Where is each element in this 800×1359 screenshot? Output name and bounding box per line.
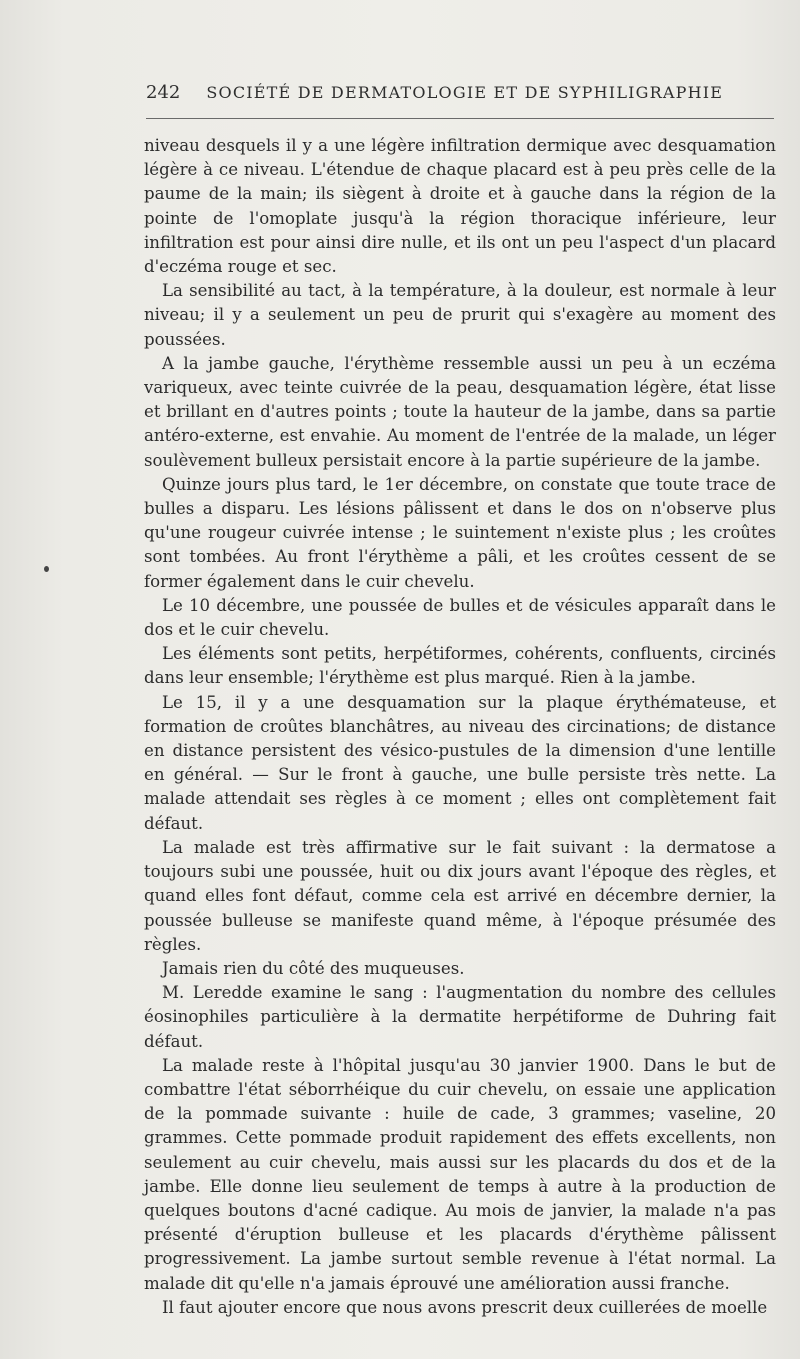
paragraph-5: Le 10 décembre, une poussée de bulles et de vésicules apparaît dans le dos et le cuir chevelu. [144,595,776,640]
page-number: 242 [146,82,181,103]
paragraph-2: La sensibilité au tact, à la température, à la douleur, est normale à leur niveau; il y a seulement un peu de prurit qui s'exagère au moment des poussées. [144,281,776,349]
paragraph-3: A la jambe gauche, l'érythème ressemble aussi un peu à un eczéma variqueux, avec teinte cuivrée de la peau, desquamation légère, état lisse et brillant en d'autres points ; toute la hauteur de la jambe, dans sa partie antéro-externe, est envahie. Au moment de l'entrée de la malade, un léger soulèvement bulleux persistait encore à la partie supérieure de la jambe. [144,353,776,470]
paragraph-9: Jamais rien du côté des muqueuses. [162,958,465,978]
paragraph-1: niveau desquels il y a une légère infiltration dermique avec desquamation légère à ce niveau. L'étendue de chaque placard est à peu près celle de la paume de la main; ils siègent à droite et à gauche dans la région de la pointe de l'omoplate jusqu'à la région thoracique inférieure, leur infiltration est pour ainsi dire nulle, et ils ont un peu l'aspect d'un placard d'eczéma rouge et sec. [144,136,776,277]
margin-mark [44,566,49,572]
running-header [146,82,766,103]
body-text [144,134,776,1320]
paragraph-4: Quinze jours plus tard, le 1er décembre, on constate que toute trace de bulles a disparu. Les lésions pâlissent et dans le dos on n'observe plus qu'une rougeur cuivrée intense ; le suintement n'existe plus ; les croûtes sont tombées. Au front l'érythème a pâli, et les croûtes cessent de se former également dans le cuir chevelu. [144,474,776,591]
paragraph-11: La malade reste à l'hôpital jusqu'au 30 janvier 1900. Dans le but de combattre l'état séborrhéique du cuir chevelu, on essaie une application de la pommade suivante : huile de cade, 3 grammes; vaseline, 20 grammes. Cette pommade produit rapidement des effets excellents, non seulement au cuir chevelu, mais aussi sur les placards du dos et de la jambe. Elle donne lieu seulement de temps à autre à la production de quelques boutons d'acné cadique. Au mois de janvier, la malade n'a pas présenté d'éruption bulleuse et les placards d'érythème pâlissent progressivement. La jambe surtout semble revenue à l'état normal. La malade dit qu'elle n'a jamais éprouvé une amélioration aussi franche. [144,1055,776,1293]
running-title: SOCIÉTÉ DE DERMATOLOGIE ET DE SYPHILIGRAPHIE [206,83,724,102]
paragraph-6: Les éléments sont petits, herpétiformes, cohérents, confluents, circinés dans leur ensemble; l'érythème est plus marqué. Rien à la jambe. [144,644,776,688]
paragraph-10: M. Leredde examine le sang : l'augmentation du nombre des cellules éosinophiles particulière à la dermatite herpétiforme de Duhring fait défaut. [144,983,776,1051]
header-rule [146,118,774,119]
paragraph-8: La malade est très affirmative sur le fait suivant : la dermatose a toujours subi une poussée, huit ou dix jours avant l'époque des règles, et quand elles font défaut, comme cela est arrivé en décembre dernier, la poussée bulleuse se manifeste quand même, à l'époque présumée des règles. [144,837,776,954]
paragraph-12: Il faut ajouter encore que nous avons prescrit deux cuillerées de moelle [162,1297,768,1317]
paragraph-7: Le 15, il y a une desquamation sur la plaque érythémateuse, et formation de croûtes blanchâtres, au niveau des circinations; de distance en distance persistent des vésico-pustules de la dimension d'une lentille en général. — Sur le front à gauche, une bulle persiste très nette. La malade attendait ses règles à ce moment ; elles ont complètement fait défaut. [144,692,776,833]
